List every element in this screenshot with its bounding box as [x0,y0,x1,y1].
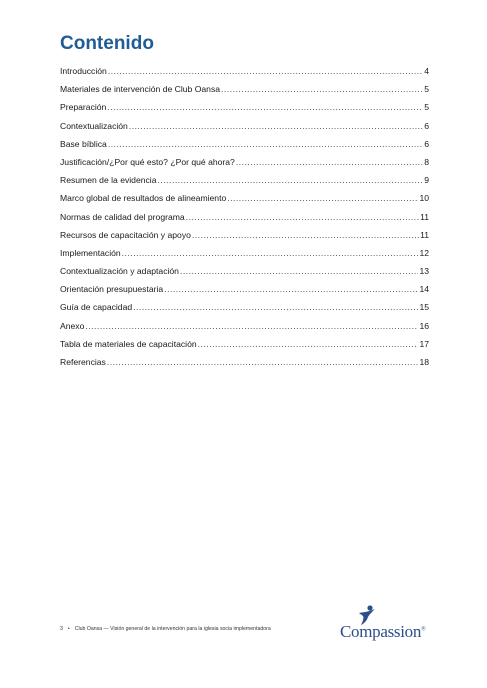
toc-entry-label: Preparación [60,102,107,113]
toc-entry[interactable] [60,284,429,302]
toc-entry-page: 13 [419,266,429,277]
toc-entry-label: Recursos de capacitación y apoyo [60,229,191,240]
toc-entry-page: 4 [424,66,429,76]
toc-entry-page: 5 [424,84,429,95]
toc-entry-label: Guía de capacidad [60,302,133,313]
toc-entry[interactable] [60,230,429,248]
toc-entry-page: 8 [424,156,429,167]
toc-entry-page: 14 [419,284,429,295]
toc-leader-dots [85,321,418,331]
toc-entry-label: Marco global de resultados de alineamiento [60,193,227,204]
toc-entry-label: Resumen de la evidencia [60,175,157,186]
toc-leader-dots [164,284,418,294]
footer-separator: • [67,626,70,632]
toc-leader-dots [186,212,419,222]
toc-leader-dots [180,266,418,276]
toc-entry-label: Materiales de intervención de Club Oansa [60,84,221,95]
toc-entry-page: 18 [419,357,429,367]
table-of-contents [60,66,429,375]
toc-entry-label: Implementación [60,247,121,258]
toc-entry-page: 12 [419,247,429,258]
page-footer [60,626,271,632]
toc-leader-dots [192,230,419,240]
toc-entry-page: 9 [424,175,429,186]
toc-entry[interactable] [60,102,429,120]
toc-entry[interactable] [60,248,429,266]
toc-entry-label: Normas de calidad del programa [60,211,185,222]
toc-entry-page: 11 [420,211,429,222]
toc-entry-page: 11 [420,229,429,240]
toc-entry-page: 10 [419,193,429,204]
toc-leader-dots [107,357,419,367]
toc-entry[interactable] [60,121,429,139]
toc-entry-page: 5 [424,102,429,113]
toc-entry[interactable] [60,357,429,375]
toc-entry-label: Justificación/¿Por qué esto? ¿Por qué ahora? [60,156,235,167]
footer-text: Club Oansa — Visión general de la intervención para la iglesia socia implementadora [74,626,271,632]
toc-entry-label: Contextualización y adaptación [60,266,179,277]
toc-entry-label: Contextualización [60,120,128,131]
toc-leader-dots [221,84,423,94]
toc-entry[interactable] [60,212,429,230]
toc-entry[interactable] [60,321,429,339]
toc-leader-dots [108,139,423,149]
toc-leader-dots [198,339,419,349]
toc-entry-label: Tabla de materiales de capacitación [60,338,197,349]
toc-entry[interactable] [60,302,429,320]
toc-entry-page: 15 [419,302,429,313]
toc-entry[interactable] [60,266,429,284]
toc-entry-page: 17 [419,338,429,349]
toc-entry-label: Base bíblica [60,138,107,149]
compassion-logo [340,604,435,644]
toc-entry-page: 6 [424,120,429,131]
toc-entry-label: Referencias [60,357,106,367]
logo-wordmark: Compassion® [340,622,426,641]
toc-leader-dots [133,302,418,312]
toc-entry-page: 6 [424,138,429,149]
toc-entry[interactable] [60,66,429,84]
toc-entry[interactable] [60,339,429,357]
toc-leader-dots [129,121,423,131]
toc-leader-dots [108,66,423,76]
footer-page-number: 3 [60,626,63,632]
toc-entry[interactable] [60,84,429,102]
toc-entry-label: Introducción [60,66,107,76]
toc-leader-dots [122,248,419,258]
toc-leader-dots [158,175,424,185]
toc-entry-label: Anexo [60,320,85,331]
toc-entry[interactable] [60,139,429,157]
toc-entry[interactable] [60,175,429,193]
toc-entry[interactable] [60,193,429,211]
toc-leader-dots [107,102,423,112]
toc-entry-page: 16 [419,320,429,331]
toc-entry[interactable] [60,157,429,175]
page-title: Contenido [60,33,154,54]
toc-leader-dots [227,193,418,203]
toc-leader-dots [236,157,423,167]
toc-entry-label: Orientación presupuestaria [60,284,164,295]
